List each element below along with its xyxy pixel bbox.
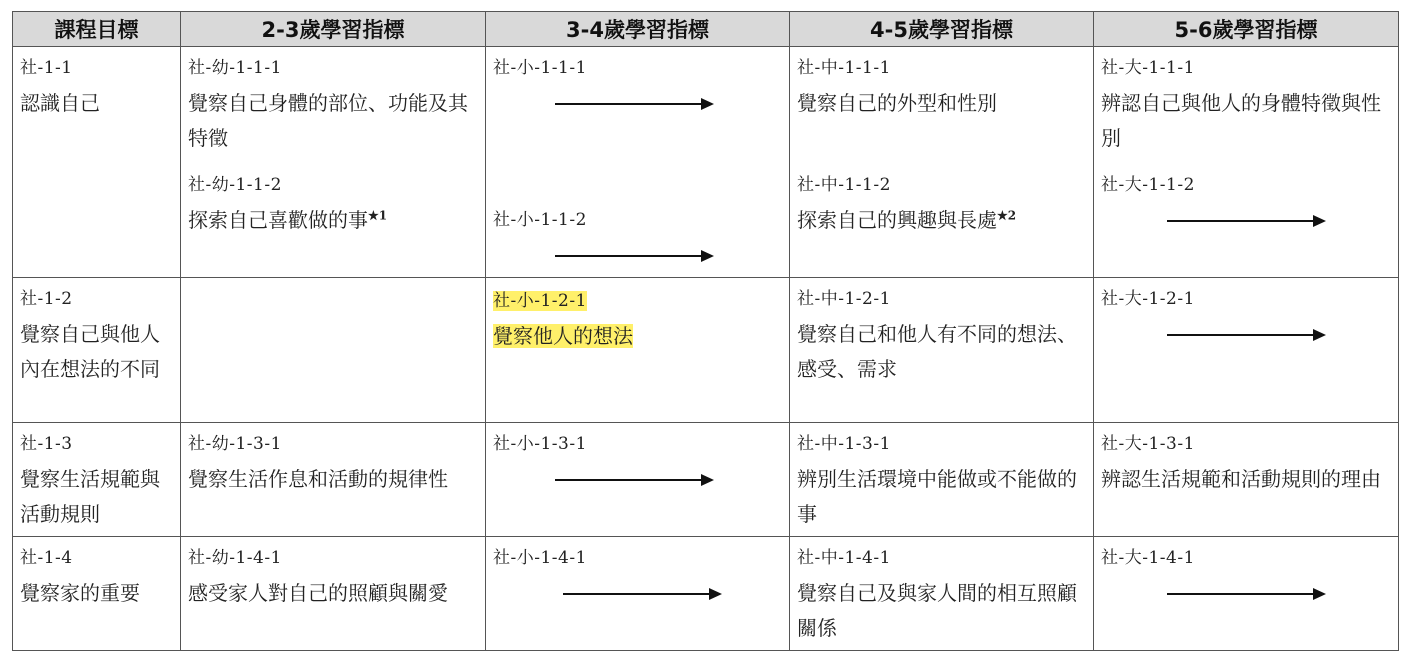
indicator-cell (1094, 537, 1399, 651)
indicator-text (797, 203, 1087, 238)
indicator-cell (1094, 47, 1399, 278)
right-arrow-icon (1101, 576, 1392, 611)
goal-cell (13, 537, 181, 651)
indicator-text: 覺察生活作息和活動的規律性 (188, 467, 448, 491)
header-age-4-5: 4-5歲學習指標 (790, 12, 1094, 47)
right-arrow-icon (1101, 203, 1392, 238)
indicator-text: 辨認自己與他人的身體特徵與性別 (1101, 91, 1381, 150)
indicator-cell (486, 537, 790, 651)
indicator-text: 辨認生活規範和活動規則的理由 (1101, 467, 1381, 491)
indicator-code: 社-中-1-3-1 (797, 434, 891, 454)
indicator-cell (790, 47, 1094, 278)
header-goal: 課程目標 (13, 12, 181, 47)
indicator-cell (790, 537, 1094, 651)
goal-code: 社-1-3 (20, 434, 73, 454)
goal-cell (13, 423, 181, 537)
indicator-text (188, 203, 479, 238)
indicator-cell (486, 278, 790, 423)
indicator-text-main: 探索自己喜歡做的事 (188, 208, 368, 232)
right-arrow-icon (493, 238, 783, 273)
indicator-cell (1094, 423, 1399, 537)
indicator-code: 社-大-1-4-1 (1101, 548, 1195, 568)
indicator-code: 社-大-1-1-2 (1101, 175, 1195, 195)
indicator-text: 辨別生活環境中能做或不能做的事 (797, 467, 1077, 526)
indicator-cell (181, 537, 486, 651)
goal-text: 覺察家的重要 (20, 581, 140, 605)
indicator-cell-empty (181, 278, 486, 423)
header-age-5-6: 5-6歲學習指標 (1094, 12, 1399, 47)
indicator-cell (181, 47, 486, 278)
indicator-cell (790, 423, 1094, 537)
indicator-cell (181, 423, 486, 537)
goal-cell (13, 278, 181, 423)
indicator-code: 社-小-1-1-1 (493, 58, 587, 78)
header-row (13, 12, 1399, 47)
indicator-code: 社-大-1-1-1 (1101, 58, 1195, 78)
learning-indicators-table (12, 11, 1399, 651)
goal-code: 社-1-1 (20, 58, 73, 78)
indicator-cell (486, 423, 790, 537)
table-row (13, 423, 1399, 537)
right-arrow-icon (1101, 317, 1392, 352)
highlighted-indicator-text: 覺察他人的想法 (493, 324, 633, 348)
star-note: ★1 (368, 208, 388, 223)
table-row (13, 278, 1399, 423)
header-age-3-4: 3-4歲學習指標 (486, 12, 790, 47)
indicator-code: 社-幼-1-1-2 (188, 175, 282, 195)
highlighted-indicator-code: 社-小-1-2-1 (493, 291, 587, 311)
indicator-text: 覺察自己身體的部位、功能及其特徵 (188, 91, 468, 150)
table-row (13, 537, 1399, 651)
indicator-code: 社-中-1-4-1 (797, 548, 891, 568)
indicator-code: 社-幼-1-1-1 (188, 58, 282, 78)
indicator-cell (486, 47, 790, 278)
indicator-code: 社-中-1-2-1 (797, 289, 891, 309)
right-arrow-icon (493, 86, 783, 121)
indicator-code: 社-幼-1-4-1 (188, 548, 282, 568)
indicator-text-main: 探索自己的興趣與長處 (797, 208, 997, 232)
goal-text: 認識自己 (20, 91, 100, 115)
header-age-2-3: 2-3歲學習指標 (181, 12, 486, 47)
indicator-code: 社-大-1-3-1 (1101, 434, 1195, 454)
goal-text: 覺察自己與他人內在想法的不同 (20, 322, 160, 381)
indicator-text: 感受家人對自己的照顧與關愛 (188, 581, 448, 605)
table-row (13, 47, 1399, 278)
indicator-code: 社-中-1-1-1 (797, 58, 891, 78)
indicator-text: 覺察自己和他人有不同的想法、感受、需求 (797, 322, 1077, 381)
goal-code: 社-1-2 (20, 289, 73, 309)
goal-cell (13, 47, 181, 278)
indicator-text: 覺察自己的外型和性別 (797, 91, 997, 115)
indicator-code: 社-小-1-4-1 (493, 548, 587, 568)
indicator-cell (790, 278, 1094, 423)
goal-text: 覺察生活規範與活動規則 (20, 467, 160, 526)
indicator-cell (1094, 278, 1399, 423)
right-arrow-icon (493, 462, 783, 497)
right-arrow-icon (493, 576, 783, 611)
indicator-code: 社-大-1-2-1 (1101, 289, 1195, 309)
indicator-code: 社-小-1-3-1 (493, 434, 587, 454)
indicator-code: 社-小-1-1-2 (493, 210, 587, 230)
indicator-code: 社-中-1-1-2 (797, 175, 891, 195)
star-note: ★2 (997, 208, 1017, 223)
goal-code: 社-1-4 (20, 548, 73, 568)
indicator-text: 覺察自己及與家人間的相互照顧關係 (797, 581, 1077, 640)
indicator-code: 社-幼-1-3-1 (188, 434, 282, 454)
